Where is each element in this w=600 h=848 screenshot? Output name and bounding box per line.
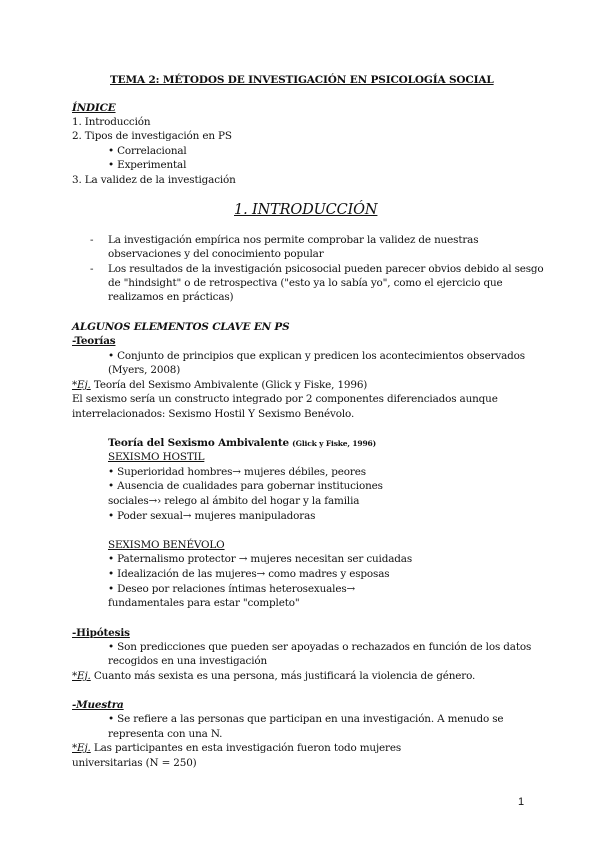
document-title: TEMA 2: MÉTODOS DE INVESTIGACIÓN EN PSICOLOGÍA SOCIAL: [110, 74, 494, 86]
index-heading: ÍNDICE: [72, 102, 116, 114]
muestra-heading: -Muestra: [72, 699, 124, 711]
example-label: *Ej.: [72, 670, 91, 682]
sexism-theory-title: Teoría del Sexismo Ambivalente (Glick y Fiske, 1996): [108, 437, 377, 449]
key-elements-heading: ALGUNOS ELEMENTOS CLAVE EN PS: [72, 321, 290, 333]
teorias-definition: • Conjunto de principios que explican y predicen los acontecimientos observados: [108, 350, 525, 362]
intro-bullet-2-line: de "hindsight" o de retrospectiva ("esto ya lo sabía yo", como el ejercicio que: [108, 277, 503, 289]
benevolent-item: • Paternalismo protector → mujeres necesitan ser cuidadas: [108, 553, 413, 565]
hostile-item: • Poder sexual→ mujeres manipuladoras: [108, 510, 316, 522]
hipotesis-definition: recogidos en una investigación: [108, 655, 268, 667]
index-subitem: • Correlacional: [108, 145, 187, 157]
benevolent-item: • Idealización de las mujeres→ como madres y esposas: [108, 568, 390, 580]
index-subitem: • Experimental: [108, 159, 187, 171]
intro-bullet-1-line: La investigación empírica nos permite comprobar la validez de nuestras: [108, 234, 479, 246]
hostile-item: • Superioridad hombres→ mujeres débiles, peores: [108, 466, 366, 478]
example-label: *Ej.: [72, 379, 91, 391]
intro-bullet-1-line: observaciones y del conocimiento popular: [108, 248, 324, 260]
muestra-example-cont: universitarias (N = 250): [72, 757, 197, 769]
index-item: 1. Introducción: [72, 116, 151, 128]
hostile-item: • Ausencia de cualidades para gobernar instituciones: [108, 480, 383, 492]
page-number: 1: [518, 796, 525, 808]
teorias-text: interrelacionados: Sexismo Hostil Y Sexismo Benévolo.: [72, 408, 355, 420]
teorias-text: El sexismo sería un constructo integrado por 2 componentes diferenciados aunque: [72, 393, 498, 405]
hipotesis-heading: -Hipótesis: [72, 627, 130, 639]
teorias-example: *Ej. Teoría del Sexismo Ambivalente (Glick y Fiske, 1996): [72, 379, 368, 391]
index-item: 2. Tipos de investigación en PS: [72, 130, 232, 142]
hipotesis-example: *Ej. Cuanto más sexista es una persona, más justificará la violencia de género.: [72, 670, 476, 682]
intro-bullet-2-line: realizamos en prácticas): [108, 291, 234, 303]
benevolent-item: fundamentales para estar "completo": [108, 597, 300, 609]
teorias-definition: (Myers, 2008): [108, 364, 181, 376]
dash-marker: -: [90, 234, 94, 246]
intro-bullet-2-line: Los resultados de la investigación psicosocial pueden parecer obvios debido al sesgo: [108, 263, 544, 275]
benevolent-item: • Deseo por relaciones íntimas heterosexuales→: [108, 583, 356, 595]
example-label: *Ej.: [72, 742, 91, 754]
dash-marker: -: [90, 263, 94, 275]
index-item: 3. La validez de la investigación: [72, 174, 236, 186]
teorias-heading: -Teorías: [72, 335, 116, 347]
benevolent-sexism-heading: SEXISMO BENÉVOLO: [108, 539, 225, 551]
section-heading-introduccion: 1. INTRODUCCIÓN: [234, 202, 378, 218]
hostile-item: sociales→› relego al ámbito del hogar y la familia: [108, 495, 360, 507]
muestra-definition: representa con una N.: [108, 728, 223, 740]
hipotesis-definition: • Son predicciones que pueden ser apoyadas o rechazados en función de los datos: [108, 641, 532, 653]
muestra-example: *Ej. Las participantes en esta investigación fueron todo mujeres: [72, 742, 402, 754]
hostile-sexism-heading: SEXISMO HOSTIL: [108, 451, 205, 463]
muestra-definition: • Se refiere a las personas que participan en una investigación. A menudo se: [108, 713, 504, 725]
